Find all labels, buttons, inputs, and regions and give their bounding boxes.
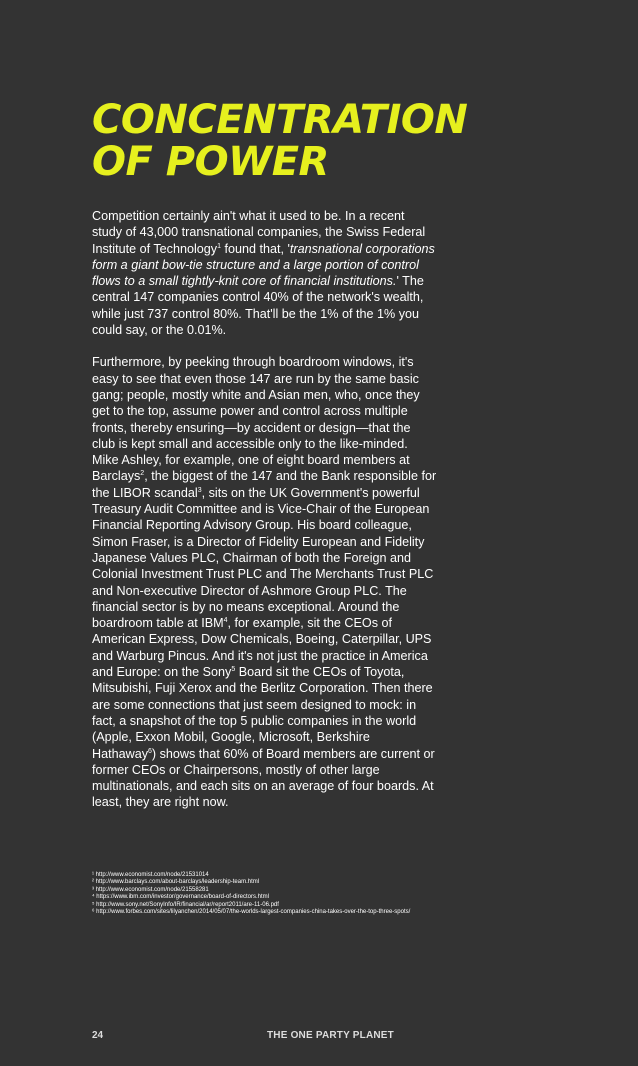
- page-title: [92, 99, 467, 183]
- footnote-2: ² http://www.barclays.com/about-barclays/leadership-team.html: [92, 879, 260, 886]
- page-number: 24: [92, 1030, 104, 1041]
- quotation: transnational corporations form a giant bow-tie structure and a large portion of control flows to a small tightly-knit core of financial institutions.: [92, 241, 435, 289]
- running-footer: THE ONE PARTY PLANET: [267, 1030, 394, 1041]
- footnote-ref-5: 5: [231, 665, 236, 673]
- paragraph-1: Competition certainly ain't what it used to be. In a recent study of 43,000 transnational companies, the Swiss Federal Institute of Technology$^1$ found that, 'transnational corporations form a giant bow-tie structure and a large portion of control flows to a small tightly-knit core of financial institutions.' The central 147 companies control 40% of the network's wealth, while just 737 control 80%. That'll be the 1% of the 1% you could say, or the 0.01%.: [92, 209, 435, 338]
- footnote-ref-2: 2: [140, 470, 145, 478]
- footnote-5: ⁵ http://www.sony.net/SonyInfo/IR/financial/ar/report2011/are-11-06.pdf: [92, 901, 279, 908]
- footnote-ref-6: 6: [148, 747, 152, 755]
- footnote-1: ¹ http://www.economist.com/node/21531014: [92, 872, 209, 878]
- footnote-ref-1: 1: [217, 242, 221, 250]
- article-body: [92, 208, 437, 811]
- title-line-1: CONCENTRATION: [92, 97, 468, 143]
- paragraph-2: Furthermore, by peeking through boardroom windows, it's easy to see that even those 147 are run by the same basic gang; people, mostly white and Asian men, who, once they get to the top, assume power and control across multiple fronts, thereby ensuring—by accident or design—that the club is kept small and accessible only to the like-minded. Mike Ashley, for example, one of eight board members at Barclays$^2$, the biggest of the 147 and the Bank responsible for the LIBOR scandal$^3$, sits on the UK Government's powerful Treasury Audit Committee and is Vice-Chair of the European Financial Reporting Advisory Group. His board colleague, Simon Fraser, is a Director of Fidelity European and Fidelity Japanese Values PLC, Chairman of both the Foreign and Colonial Investment Trust PLC and The Merchants Trust PLC and Non-executive Director of Ashmore Group PLC. The financial sector is by no means exceptional. Around the boardroom table at IBM$^4$, for example, sit the CEOs of American Express, Dow Chemicals, Boeing, Caterpillar, UPS and Warburg Pincus. And it's not just the practice in America and Europe: on the Sony$^5$ Board sit the CEOs of Toyota, Mitsubishi, Fuji Xerox and the Berlitz Corporation. Then there are some connections that just seem designed to mock: in fact, a snapshot of the top 5 public companies in the world (Apple, Exxon Mobil, Google, Microsoft, Berkshire Hathaway$^6$) shows that 60% of Board members are current or former CEOs or Chairpersons, mostly of other large multinationals, and each sits on an average of four boards. At least, they are right now.: [92, 355, 437, 810]
- footnote-3: ³ http://www.economist.com/node/21558281: [92, 886, 209, 893]
- footnotes: [92, 872, 552, 916]
- footnote-6: ⁶ http://www.forbes.com/sites/lilyanchen/2014/05/07/the-worlds-largest-companies-china-takes-over-the-top-three-spots/: [92, 909, 411, 916]
- footnote-ref-3: 3: [197, 486, 202, 494]
- title-line-2: OF POWER: [92, 139, 329, 185]
- footnote-ref-4: 4: [223, 616, 228, 624]
- footnote-4: ⁴ https://www.ibm.com/investor/governance/board-of-directors.html: [92, 894, 269, 901]
